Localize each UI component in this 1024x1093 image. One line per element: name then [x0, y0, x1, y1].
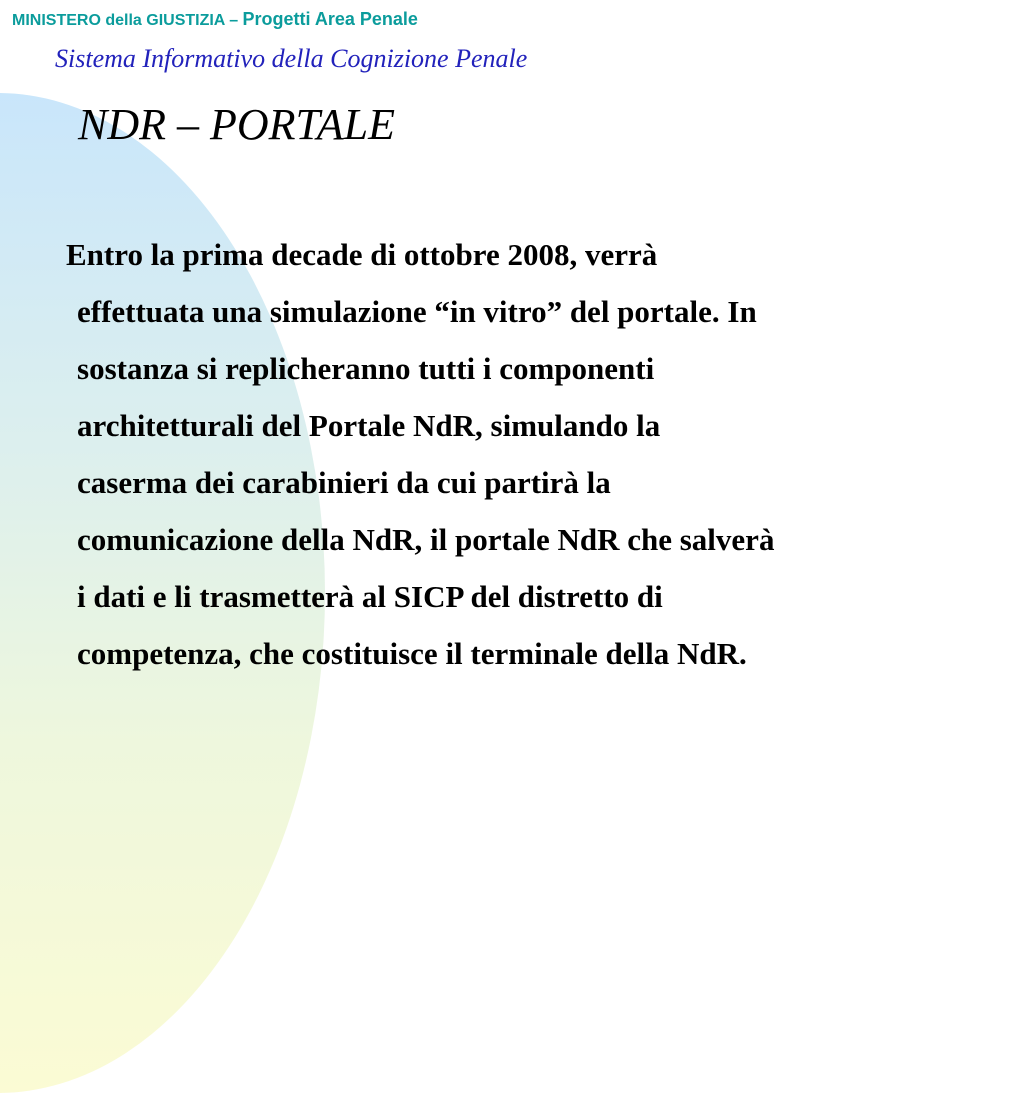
ministry-label: MINISTERO della GIUSTIZIA –	[12, 12, 243, 29]
body-line: i dati e li trasmetterà al SICP del distretto di	[77, 579, 663, 614]
body-line: Entro la prima decade di ottobre 2008, verrà	[66, 237, 658, 272]
body-line: architetturali del Portale NdR, simulando la	[77, 408, 661, 443]
body-line: sostanza si replicheranno tutti i componenti	[77, 351, 655, 386]
slide-title: NDR – PORTALE	[78, 100, 395, 149]
slide-header	[12, 9, 418, 30]
body-line: effettuata una simulazione “in vitro” del portale. In	[77, 294, 757, 329]
body-line: caserma dei carabinieri da cui partirà la	[77, 465, 611, 500]
body-line: competenza, che costituisce il terminale della NdR.	[77, 636, 747, 671]
system-subtitle: Sistema Informativo della Cognizione Penale	[55, 44, 528, 73]
project-label: Progetti Area Penale	[242, 9, 418, 29]
slide-body	[66, 226, 986, 682]
body-line: comunicazione della NdR, il portale NdR che salverà	[77, 522, 775, 557]
